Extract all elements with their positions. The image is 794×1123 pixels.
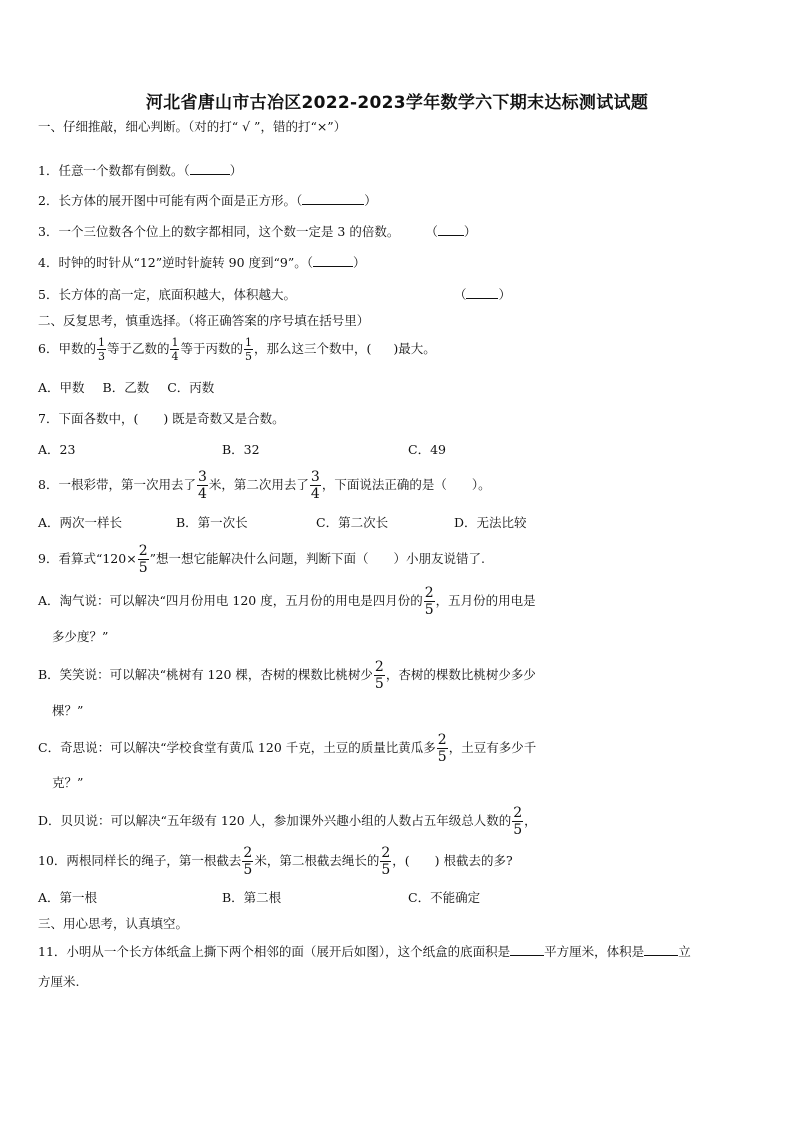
question-6-text: ，那么这三个数中，( bbox=[253, 341, 372, 356]
section-1-heading: 一、仔细推敲，细心判断。（对的打“ √ ”，错的打“×”） bbox=[38, 119, 347, 134]
option-b[interactable]: B．乙数 bbox=[102, 380, 150, 395]
question-6 bbox=[38, 337, 436, 362]
question-9-option-c-cont: 克？” bbox=[52, 775, 84, 790]
option-text: D．贝贝说：可以解决“五年级有 120 人，参加课外兴趣小组的人数占五年级总人数的 bbox=[38, 813, 512, 828]
question-7-options bbox=[38, 441, 446, 459]
question-10-options bbox=[38, 889, 480, 907]
fraction: $\frac{3}{4}$ bbox=[310, 469, 320, 502]
paren-close: ） bbox=[364, 193, 377, 208]
question-3-text: 3．一个三位数各个位上的数字都相同，这个数一定是 3 的倍数。 bbox=[38, 224, 400, 239]
fraction: $\frac{3}{4}$ bbox=[197, 469, 207, 502]
option-text: ， bbox=[524, 813, 537, 828]
paren-close: ） bbox=[352, 255, 366, 270]
fraction: $\frac{1}{4}$ bbox=[171, 336, 179, 363]
answer-blank[interactable] bbox=[466, 286, 498, 299]
question-3 bbox=[38, 223, 476, 241]
paren-close: ） bbox=[229, 163, 243, 178]
question-11-text: 立 bbox=[678, 944, 691, 959]
question-9-option-b[interactable] bbox=[38, 660, 536, 691]
paren-open: （ bbox=[425, 224, 438, 239]
question-9-option-a-cont: 多少度？” bbox=[52, 629, 109, 644]
answer-blank[interactable] bbox=[438, 223, 464, 236]
question-9-option-a[interactable] bbox=[38, 586, 536, 617]
option-d[interactable]: D．无法比较 bbox=[454, 515, 527, 530]
option-a[interactable]: A．甲数 bbox=[38, 380, 85, 395]
question-8-text: 米，第二次用去了 bbox=[208, 477, 309, 492]
option-text: ，土豆有多少千 bbox=[448, 740, 537, 755]
question-8-text: ，下面说法正确的是（ ）。 bbox=[321, 477, 491, 492]
section-2-heading: 二、反复思考，慎重选择。（将正确答案的序号填在括号里） bbox=[38, 313, 370, 328]
question-4 bbox=[38, 254, 366, 272]
paren-open: （ bbox=[453, 287, 467, 302]
question-11-cont: 方厘米. bbox=[38, 974, 80, 989]
answer-blank[interactable] bbox=[190, 162, 230, 175]
question-6-options bbox=[38, 379, 214, 397]
question-5-text: 5．长方体的高一定，底面积越大，体积越大。 bbox=[38, 287, 296, 302]
option-b[interactable]: B．第二根 bbox=[222, 890, 282, 905]
question-9-text: ”想一想它能解决什么问题，判断下面（ ）小朋友说错了. bbox=[149, 551, 485, 566]
question-2-text: 2．长方体的展开图中可能有两个面是正方形。（ bbox=[38, 193, 303, 208]
section-3-heading: 三、用心思考，认真填空。 bbox=[38, 916, 189, 931]
answer-blank[interactable] bbox=[644, 943, 678, 956]
fraction: $\frac{2}{5}$ bbox=[138, 543, 148, 576]
question-10 bbox=[38, 846, 513, 877]
question-10-text: 10．两根同样长的绳子，第一根截去 bbox=[38, 853, 242, 868]
question-9-text: 9．看算式“120× bbox=[38, 551, 137, 566]
question-8-options bbox=[38, 514, 527, 532]
fraction: $\frac{1}{5}$ bbox=[244, 336, 252, 363]
option-b[interactable]: B．32 bbox=[222, 442, 260, 457]
fraction: $\frac{2}{5}$ bbox=[243, 845, 253, 878]
question-8-text: 8．一根彩带，第一次用去了 bbox=[38, 477, 196, 492]
question-8 bbox=[38, 470, 491, 501]
option-a[interactable]: A．23 bbox=[38, 442, 76, 457]
option-c[interactable]: C．不能确定 bbox=[408, 890, 481, 905]
option-a[interactable]: A．两次一样长 bbox=[38, 515, 123, 530]
answer-blank[interactable] bbox=[302, 192, 364, 205]
option-text: A．淘气说：可以解决“四月份用电 120 度，五月份的用电是四月份的 bbox=[38, 593, 423, 608]
question-1 bbox=[38, 162, 242, 180]
question-6-text: 6．甲数的 bbox=[38, 341, 96, 356]
question-11 bbox=[38, 943, 691, 961]
question-9-option-d[interactable] bbox=[38, 806, 537, 837]
question-9-option-c[interactable] bbox=[38, 733, 536, 764]
question-2 bbox=[38, 192, 377, 210]
option-c[interactable]: C．丙数 bbox=[167, 380, 215, 395]
question-11-text: 平方厘米，体积是 bbox=[544, 944, 645, 959]
answer-blank[interactable] bbox=[510, 943, 544, 956]
option-text: ，杏树的棵数比桃树少多少 bbox=[385, 667, 536, 682]
question-6-text: 等于乙数的 bbox=[106, 341, 170, 356]
page-title: 河北省唐山市古冶区2022-2023学年数学六下期末达标测试试题 bbox=[145, 93, 649, 113]
option-b[interactable]: B．第一次长 bbox=[176, 515, 248, 530]
fraction: $\frac{2}{5}$ bbox=[437, 732, 447, 765]
question-5 bbox=[38, 286, 511, 304]
option-c[interactable]: C．49 bbox=[408, 442, 446, 457]
question-4-text: 4．时钟的时针从“12”逆时针旋转 90 度到“9”。（ bbox=[38, 255, 313, 270]
question-7: 7．下面各数中，( ) 既是奇数又是合数。 bbox=[38, 411, 285, 426]
answer-blank[interactable] bbox=[313, 254, 353, 267]
option-text: ，五月份的用电是 bbox=[435, 593, 536, 608]
option-text: B．笑笑说：可以解决“桃树有 120 棵，杏树的棵数比桃树少 bbox=[38, 667, 373, 682]
question-9 bbox=[38, 544, 485, 575]
question-1-text: 1．任意一个数都有倒数。（ bbox=[38, 163, 190, 178]
option-text: C．奇思说：可以解决“学校食堂有黄瓜 120 千克，土豆的质量比黄瓜多 bbox=[38, 740, 436, 755]
question-11-text: 11．小明从一个长方体纸盒上撕下两个相邻的面（展开后如图），这个纸盒的底面积是 bbox=[38, 944, 511, 959]
fraction: $\frac{2}{5}$ bbox=[381, 845, 391, 878]
question-6-text: 等于丙数的 bbox=[180, 341, 243, 356]
fraction: $\frac{2}{5}$ bbox=[424, 585, 434, 618]
fraction: $\frac{1}{3}$ bbox=[97, 336, 105, 363]
paren-close: ） bbox=[463, 224, 477, 239]
fraction: $\frac{2}{5}$ bbox=[374, 659, 384, 692]
question-9-option-b-cont: 棵？” bbox=[52, 703, 84, 718]
option-c[interactable]: C．第二次长 bbox=[316, 515, 389, 530]
question-6-text: )最大。 bbox=[393, 341, 436, 356]
paren-close: ） bbox=[498, 287, 511, 302]
question-10-text: ，( ) 根截去的多? bbox=[392, 853, 513, 868]
option-a[interactable]: A．第一根 bbox=[38, 890, 98, 905]
question-10-text: 米，第二根截去绳长的 bbox=[254, 853, 380, 868]
fraction: $\frac{2}{5}$ bbox=[513, 805, 523, 838]
